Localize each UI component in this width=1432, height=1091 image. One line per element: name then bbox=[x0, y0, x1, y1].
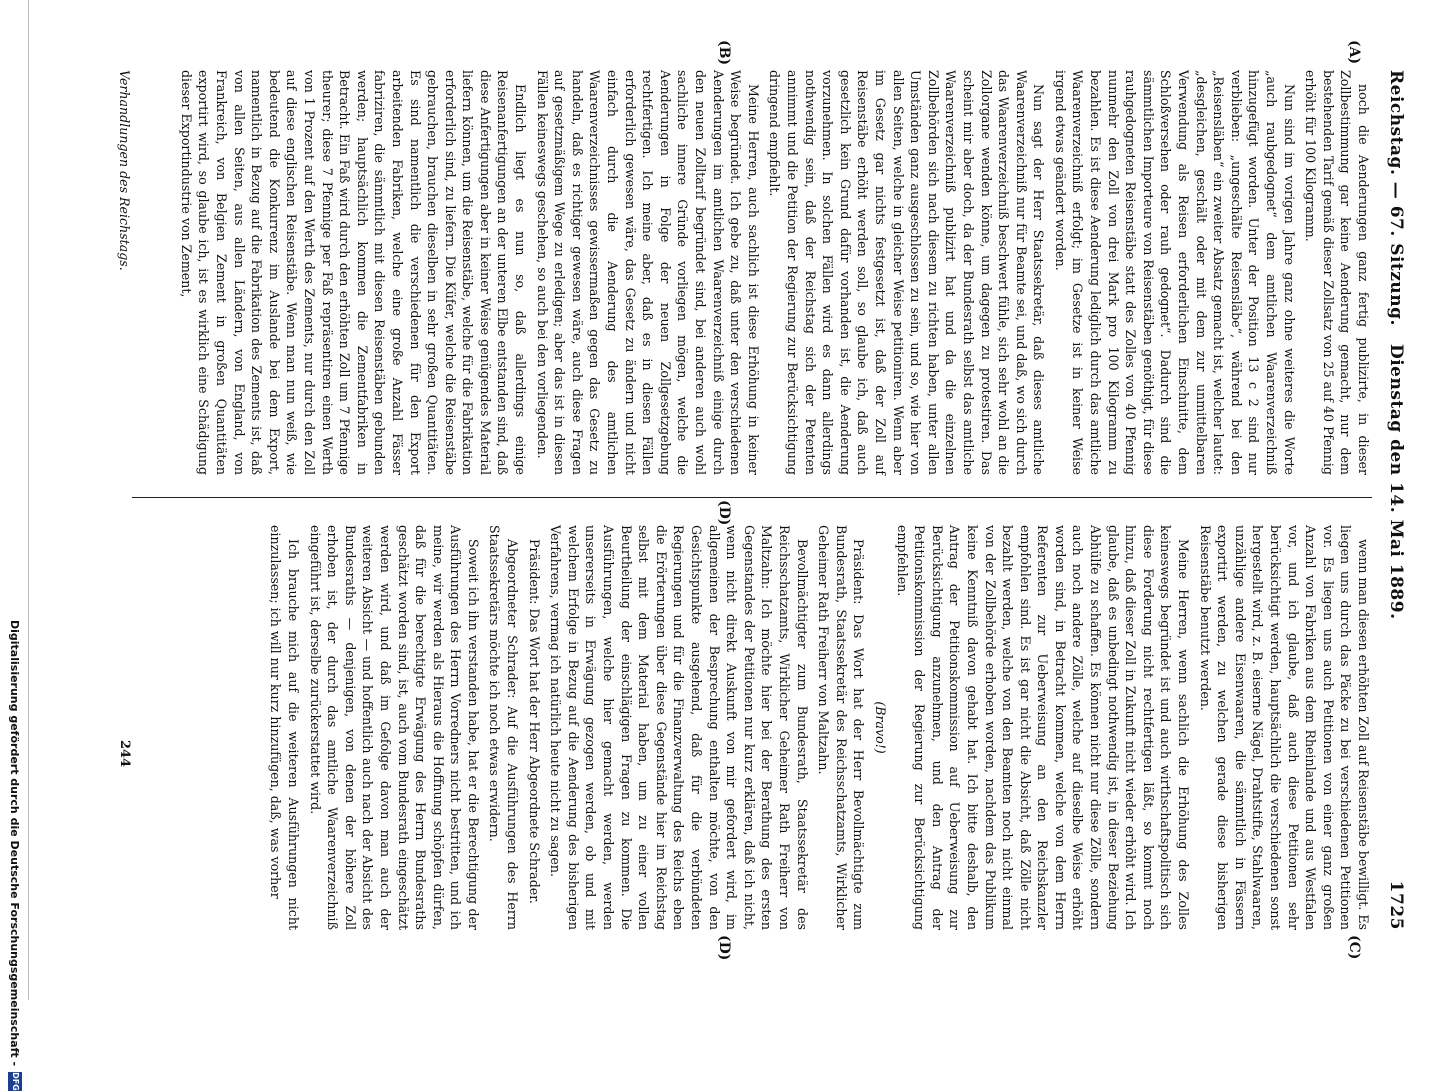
footer-page-number: 244 bbox=[117, 740, 132, 768]
paragraph: Abgeordneter Schrader: Auf die Ausführungen des Herrn Staatssekretärs möchte ich noch etwas erwidern. bbox=[487, 525, 521, 930]
paragraph: wenn man diesen erhöhten Zoll auf Reisenstäbe bewilligt. Es liegen uns durch das Päcke zu bei verschiedenen Petitionen vor. Es liegen uns auch Petitionen von einer ganz großen Anzahl von Fabriken aus dem Rheinlande und aus Westfalen vor, und ich glaube, daß auch diese Petitionen sehr berücksichtigt werden, hauptsächlich die verschiedenen sonst hergestellt wird, z. B. eiserne Nägel, Drahtstifte, Stahlwaaren, unzählige andere Eisenwaaren, die sämmtlich in Fässern exportirt werden, zu welchen gerade diese bisherigen Reisenstäbe benutzt werden. bbox=[1197, 525, 1371, 930]
margin-marker-c: (C) bbox=[1346, 935, 1362, 960]
paragraph: Bevollmächtigter zum Bundesrath, Staatssekretär des Reichsschatzamts, Wirklicher Geheimer Rath Freiherr von Maltzahn: Ich möchte hier bei der Berathung des ersten Gegenstandes der Petitionen nur kurz erklären, daß ich nicht, wenn nicht direkt Auskunft von mir gefordert wird, im allgemeinen der Besprechung enthalten möchte, von den Gesichtspunkte ausgehend, daß für die verbündeten Regierungen und für die Finanzverwaltung des Reichs eben die Erörterungen über diese Gegenstände hier im Reichstag selbst mit dem Material haben, um zu einer vollen Beurtheilung der einschlägigen Fragen zu kommen. Die Ausführungen, welche hier gemacht werden, werden unsererseits in Erwägung gezogen werden, ob und mit welchem Erfolge in Bezug auf die Aenderung des bisherigen Verfahrens, vermag ich natürlich heute nicht zu sagen. bbox=[548, 525, 810, 930]
margin-marker-d-center: (D) bbox=[716, 500, 732, 526]
header-title: Reichstag. — 67. Sitzung. bbox=[1386, 70, 1406, 326]
footer-reference: Verhandlungen des Reichstags. bbox=[117, 70, 132, 271]
margin-marker-d: (D) bbox=[716, 935, 732, 961]
margin-marker-b: (B) bbox=[716, 40, 732, 66]
header-date: Dienstag den 14. Mai 1889. bbox=[1386, 343, 1406, 620]
paragraph: Meine Herren, auch sachlich ist diese Erhöhung in keiner Weise begründet. Ich gebe zu, daß unter den verschiedenen Aenderungen im amtlichen Waarenverzeichniß einige durch den neuen Zolltarif begründet sind, bei anderen auch wohl sachliche innere Gründe vorliegen mögen, welche die Aenderungen in Folge der neuen Zollgesetzgebung rechtfertigen. Ich meine aber, daß es in diesen Fällen erforderlich gewesen wäre, das Gesetz zu ändern und nicht einfach durch die Aenderung des amtlichen Waarenverzeichnisses gewissermaßen gegen das Gesetz zu handeln, daß es richtiger gewesen wäre, auch diese Fragen auf gesetzmäßigem Wege zu erledigen; aber das ist in diesen Fällen keineswegs geschehen, so auch bei den vorliegenden. bbox=[534, 70, 761, 475]
paragraph: noch die Aenderungen ganz fertig publizirte, in dieser Zollbestimmung gar keine Aenderung gemacht, nur dem bestehenden Tarif gemäß dieser Zollsatz von 25 auf 40 Pfennig erhöht für 100 Kilogramm. bbox=[1303, 70, 1371, 475]
page-number: 1725 bbox=[1386, 880, 1406, 930]
dfg-credit-text: Digitalisierung gefördert durch die Deutsche Forschungsgemeinschaft - bbox=[8, 620, 22, 1067]
paragraph: Ich brauche mich auf die weiteren Ausführungen nicht einzulassen; ich will nur kurz hinzufügen, daß, was vorher bbox=[268, 525, 301, 930]
column-divider bbox=[132, 497, 1372, 498]
dfg-logo-icon: DFG bbox=[8, 1072, 22, 1091]
applause-note: (Bravo!) bbox=[872, 701, 888, 754]
right-text-column bbox=[122, 525, 1372, 930]
paragraph: Soweit ich ihn verstanden habe, hat er die Berechtigung der Ausführungen des Herrn Vorredners nicht bestritten, und ich meine, wir werden als Hieraus die Hoffnung schöpfen dürfen, daß für die berechtigte Erwägung des Herrn Bundesraths geschätzt worden sind, ist, auch vom Bundesrath eingeschätzt werden wird, und daß im Gefolge davon man auch der weiteren Absicht — und hoffentlich auch nach der Absicht des Bundesraths — denjenigen, von denen der höhere Zoll erhoben ist, der durch das amtliche Waarenverzeichniß eingeführt ist, derselbe zurückerstattet wird. bbox=[307, 525, 481, 930]
paragraph: Endlich liegt es nun so, daß allerdings einige Reisenanfertigungen an der unteren Elbe entstanden sind, daß diese Anfertigungen aber in keiner Weise genügendes Material liefern können, um die Reisenstäbe, welche für die Fabrikation erforderlich sind, zu liefern. Die Küfer, welche die Reisenstäbe gebrauchen, brauchen dieselben in sehr großen Quantitäten. Es sind namentlich die verschiedenen für den Export arbeitenden Fabriken, welche eine große Anzahl Fässer fabriziren, die sämmtlich mit diesen Reisenstäben gebunden werden; hauptsächlich kommen die Zementfabriken in Betracht. Ein Faß wird durch den erhöhten Zoll um 7 Pfennige theurer; diese 7 Pfennige per Faß repräsentiren einen Werth von 1 Prozent auf den Werth des Zements, nur durch den Zoll auf diese englischen Reisenstäbe. Wenn man nun weiß, wie bedeutend die Konkurrenz im Auslande bei dem Export, namentlich in Bezug auf die Fabrikation des Zements ist, daß von allen Seiten, aus allen Ländern, von England, von Frankreich, von Belgien Zement in großen Quantitäten exportirt wird, so glaube ich, ist es wirklich eine Schädigung dieser Exportindustrie von Zement, bbox=[178, 70, 529, 475]
paragraph: Präsident: Das Wort hat der Herr Abgeordnete Schrader. bbox=[526, 539, 542, 904]
paragraph: Nun sagt der Herr Staatssekretär, daß dieses amtliche Waarenverzeichniß nur für Beamte sei, und daß, wo sich durch das Waarenverzeichniß beschwert fühle, sich sehr wohl an die Zollorgane wenden könne, um dagegen zu protestiren. Das scheint mir aber doch, da der Bundesrath selbst das amtliche Waarenverzeichniß publizirt hat und da die einzelnen Zollbehörden sich nach diesem zu richten haben, unter allen Umständen ganz ausgeschlossen zu sein, und so, wie hier von allen Seiten, welche in gleicher Weise petitioniren. Wenn aber im Gesetz gar nichts festgesetzt ist, daß der Zoll auf Reisenstäbe erhöht werden soll, so glaube ich, daß auch gesetzlich kein Grund dafür vorhanden ist, die Aenderung vorzunehmen. In solchen Fällen wird es dann allerdings nothwendig sein, daß der Reichstag sich der Petenten annimmt und die Petition der Regierung zur Berücksichtigung dringend empfiehlt. bbox=[767, 70, 1047, 475]
margin-marker-a: (A) bbox=[1346, 40, 1362, 65]
paragraph: Präsident: Das Wort hat der Herr Bevollmächtigte zum Bundesrath, Staatssekretär des Reichsschatzamts, Wirklicher Geheimer Rath Freiherr von Maltzahn. bbox=[816, 525, 867, 930]
paragraph: Meine Herren, wenn sachlich die Erhöhung des Zolles keineswegs begründet ist und auch wirthschaftspolitisch sich diese Forderung nicht rechtfertigen läßt, so kommt noch hinzu, daß dieser Zoll in Zukunft nicht wieder erhöht wird. Ich glaube, daß es unbedingt nothwendig ist, in dieser Beziehung Abhülfe zu schaffen. Es können nicht nur diese Zölle, sondern auch noch andere Zölle, welche auf dieselbe Weise erhöht worden sind, in Betracht kommen, welche von dem Herrn Referenten zur Ueberweisung an den Reichskanzler empfohlen sind. Es ist gar nicht die Absicht, daß Zölle nicht bezahlt werden, welche von den Beamten noch nicht einmal von der Zollbehörde erhoben worden, nachdem das Publikum keine Kenntniß davon gehabt hat. Ich bitte deshalb, den Antrag der Petitionskommission auf Ueberweisung zur Berücksichtigung anzunehmen, und den Antrag der Petitionskommission der Regierung zur Berücksichtigung empfehlen. bbox=[894, 525, 1192, 930]
paragraph: Nun sind im vorigen Jahre ganz ohne weiteres die Worte „auch raubgedognet“ dem amtlichen Waarenverzeichniß hinzugefügt worden. Unter der Position 13 c 2 sind nur verblieben: „ungeschälte Reisensläbe“, während bei den „Reisensläben“ ein zweiter Absatz gemacht ist, welcher lautet: „desgleichen, geschält oder mit dem zur unmittelbaren Verwendung als Reisen erforderlichen Einschnitte, dem Schloßversehen oder rauh gedognet“. Dadurch sind die sämmtlichen Importeure von Reisenstäben genöthigt, für diese rauhgedogneten Reisenstäbe statt des Zolles von 40 Pfennig nunmehr den Zoll von drei Mark pro 100 Kilogramm zu bezahlen. Es ist diese Aenderung lediglich durch das amtliche Waarenverzeichniß erfolgt; im Gesetze ist in keiner Weise irgend etwas geändert worden. bbox=[1052, 70, 1297, 475]
page-header bbox=[1384, 70, 1408, 930]
left-text-column bbox=[122, 70, 1372, 475]
